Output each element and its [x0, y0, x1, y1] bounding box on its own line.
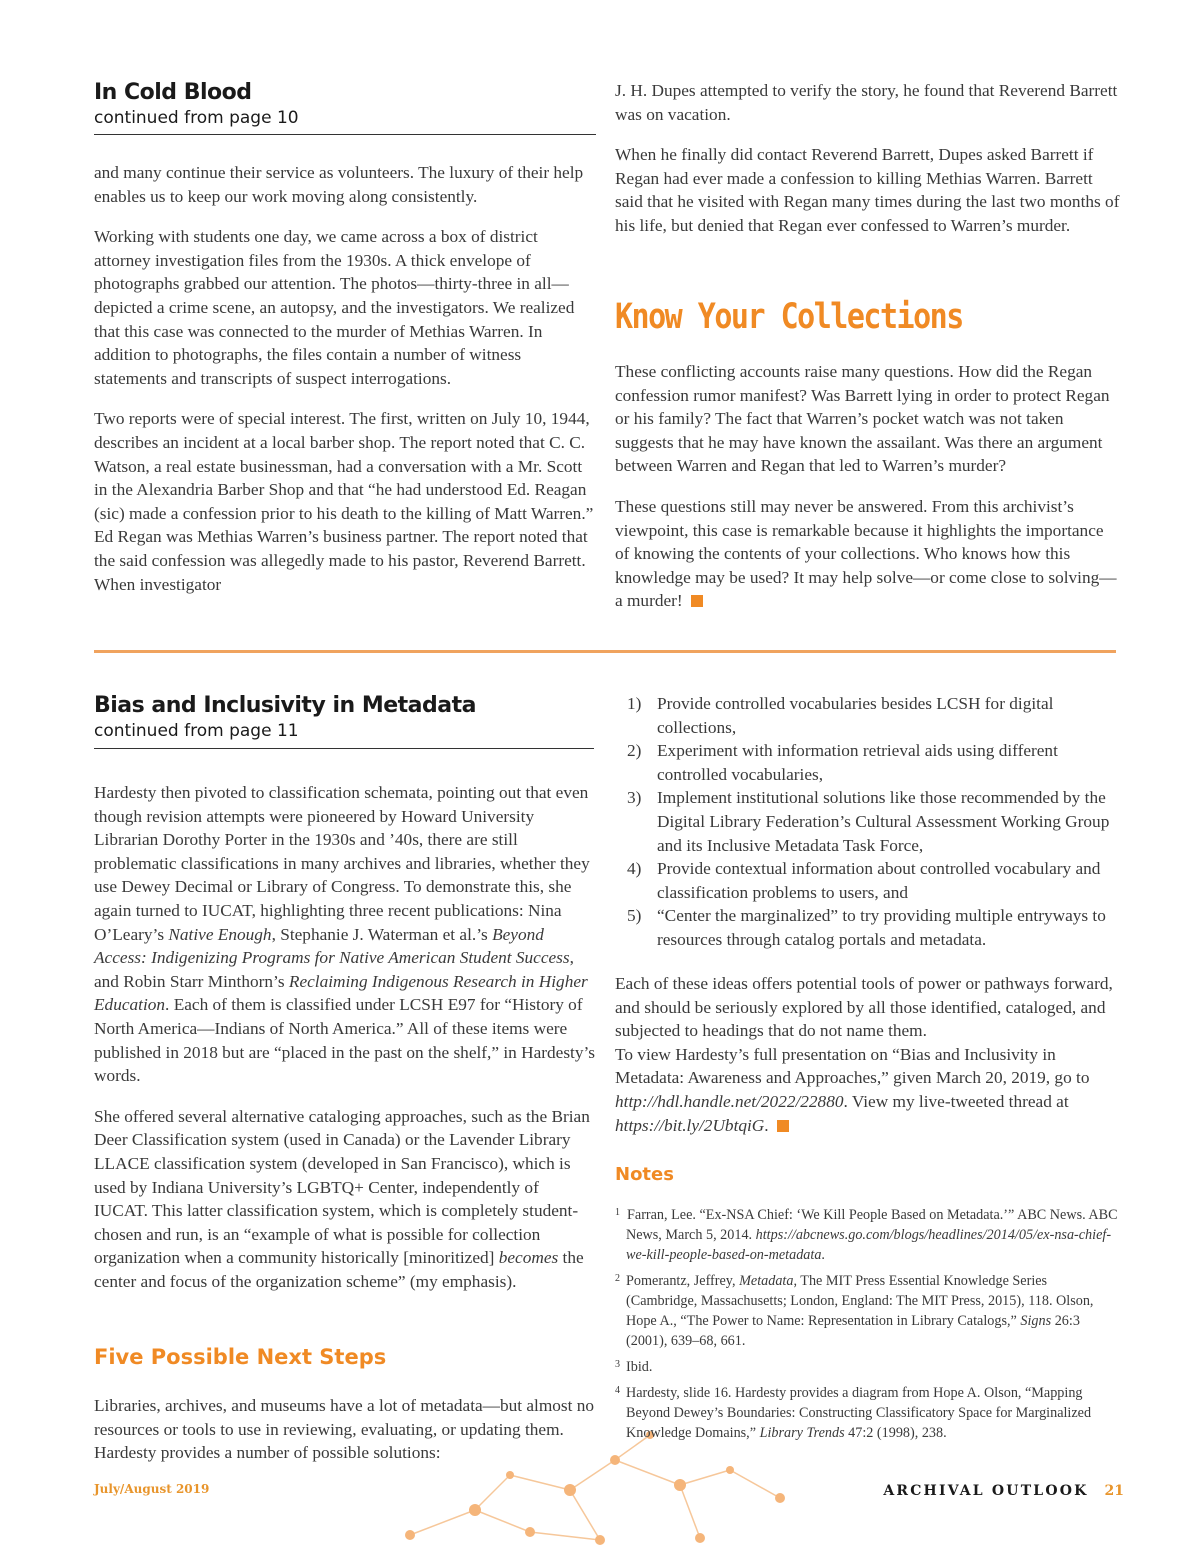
five-steps-heading: Five Possible Next Steps	[94, 1345, 387, 1369]
article1-paragraph	[615, 495, 1120, 613]
article2-title: Bias and Inclusivity in Metadata	[94, 693, 476, 718]
article2-subtitle: continued from page 11	[94, 721, 299, 741]
end-mark-icon	[691, 595, 703, 607]
closing-paragraph: Each of these ideas offers potential tools of power or pathways forward, and should be seriously explored by all those identified, cataloged, and subjected to headings that do not name them.	[615, 974, 1113, 1041]
article1-paragraph: J. H. Dupes attempted to verify the story, he found that Reverend Barrett was on vacation.	[615, 81, 1118, 124]
article1-paragraph: When he finally did contact Reverend Barrett, Dupes asked Barrett if Regan had ever made a confession to killing Methias Warren. Barrett said that he visited with Regan many times during the last two months of his life, but denied that Regan ever confessed to Warren’s murder.	[615, 145, 1120, 235]
page-number: 21	[1104, 1483, 1124, 1499]
article1-paragraph: Working with students one day, we came across a box of district attorney investigation files from the 1930s. A thick envelope of photographs grabbed our attention. The photos—thirty-three in all—depicted a crime scene, an autopsy, and the investigators. We realized that this case was connected to the murder of Methias Warren. In addition to photographs, the files contain a number of witness statements and transcripts of suspect interrogations.	[94, 227, 575, 388]
article2-closing	[615, 972, 1120, 1137]
note-item: 1 Farran, Lee. “Ex-NSA Chief: ‘We Kill People Based on Metadata.’” ABC News. ABC News, March 5, 2014. https://abcnews.go.com/blogs/headlines/2014/05/ex-nsa-chief-we-kill-people-based-on-metadata.	[615, 1207, 1118, 1263]
closing-links-paragraph: To view Hardesty’s full presentation on “Bias and Inclusivity in Metadata: Awareness and Approaches,” given March 20, 2019, go to http://hdl.handle.net/2022/22880. View my live-tweeted thread at https://bit.ly/2UbtqiG.	[615, 1044, 1090, 1135]
steps-list	[615, 692, 1120, 952]
article1-header	[94, 80, 596, 128]
article1-header-rule	[94, 134, 596, 135]
steps-list-column	[615, 692, 1120, 952]
know-your-collections-heading: Know Your Collections	[615, 297, 963, 338]
note-item: 2 Pomerantz, Jeffrey, Metadata, The MIT Press Essential Knowledge Series (Cambridge, Massachusetts; London, England: The MIT Press, 2015), 118. Olson, Hope A., “The Power to Name: Representation in Library Catalogs,” Signs 26:3 (2001), 639–68, 661.	[615, 1273, 1094, 1349]
footer-publication: ARCHIVAL OUTLOOK	[883, 1483, 1089, 1499]
article2-header	[94, 693, 594, 741]
article1-paragraph: Two reports were of special interest. The first, written on July 10, 1944, describes an incident at a local barber shop. The report noted that C. C. Watson, a real estate businessman, had a conversation with a Mr. Scott in the Alexandria Barber Shop and that “he had understood Ed. Reagan (sic) made a confession prior to his death to the killing of Matt Warren.” Ed Regan was Methias Warren’s business partner. The report noted that the said confession was allegedly made to his pastor, Reverend Barrett. When investigator	[94, 409, 594, 594]
article2-paragraph: Hardesty then pivoted to classification schemata, pointing out that even though revision attempts were pioneered by Howard University Librarian Dorothy Porter in the 1930s and ’40s, there are still problematic classifications in many archives and libraries, whether they use Dewey Decimal or Library of Congress. To demonstrate this, she again turned to IUCAT, highlighting three recent publications: Nina O’Leary’s Native Enough, Stephanie J. Waterman et al.’s Beyond Access: Indigenizing Programs for Native American Student Success, and Robin Starr Minthorn’s Reclaiming Indigenous Research in Higher Education. Each of them is classified under LCSH E97 for “History of North America—Indians of North America.” All of these items were published in 2018 but are “placed in the past on the shelf,” in Hardesty’s words.	[94, 783, 596, 1086]
handle-link[interactable]: http://hdl.handle.net/2022/22880	[615, 1091, 844, 1111]
note-item: 4 Hardesty, slide 16. Hardesty provides a diagram from Hope A. Olson, “Mapping Beyond Dewey’s Boundaries: Constructing Classificatory Space for Marginalized Knowledge Domains,” Library Trends 47:2 (1998), 238.	[615, 1385, 1092, 1441]
note-link[interactable]: https://abcnews.go.com/blogs/headlines/2014/05/ex-nsa-chief-we-kill-people-based-on-metadata	[626, 1227, 1112, 1263]
steps-intro: Libraries, archives, and museums have a lot of metadata—but almost no resources or tools to use in reviewing, evaluating, or updating them. Hardesty provides a number of possible solutions:	[94, 1396, 595, 1463]
list-item: 3) Implement institutional solutions like those recommended by the Digital Library Federation’s Cultural Assessment Working Group and its Inclusive Metadata Task Force,	[627, 788, 1110, 855]
footer-right	[883, 1482, 1124, 1500]
bitly-link[interactable]: https://bit.ly/2UbtqiG	[615, 1115, 765, 1135]
list-item: 4) Provide contextual information about controlled vocabulary and classification problems to users, and	[627, 859, 1101, 902]
article1-subtitle: continued from page 10	[94, 108, 299, 128]
end-mark-icon	[777, 1120, 789, 1132]
footer-issue: July/August 2019	[94, 1482, 210, 1496]
note-item: 3 Ibid.	[615, 1359, 653, 1375]
article1-paragraph: These conflicting accounts raise many questions. How did the Regan confession rumor manifest? Was Barrett lying in order to protect Regan or his family? The fact that Warren’s pocket watch was not taken suggests that he may have known the assailant. Was there an argument between Warren and Regan that led to Warren’s murder?	[615, 362, 1110, 476]
list-item: 5) “Center the marginalized” to try providing multiple entryways to resources through catalog portals and metadata.	[627, 906, 1106, 949]
article1-closing-text: These questions still may never be answered. From this archivist’s viewpoint, this case is remarkable because it highlights the importance of knowing the contents of your collections. Who knows how this knowledge may be used? It may help solve—or come close to solving—a murder!	[615, 496, 1117, 611]
article1-section-column	[615, 360, 1120, 630]
article2-header-rule	[94, 748, 594, 749]
article1-title: In Cold Blood	[94, 80, 252, 105]
section-divider	[94, 650, 1116, 653]
article1-paragraph: and many continue their service as volunteers. The luxury of their help enables us to keep our work moving along consistently.	[94, 163, 584, 206]
list-item: 1) Provide controlled vocabularies besides LCSH for digital collections,	[627, 694, 1054, 737]
notes-list	[615, 1205, 1120, 1449]
notes-heading: Notes	[615, 1164, 674, 1185]
article1-right-column	[615, 79, 1120, 255]
article2-left-column	[94, 781, 596, 1310]
article2-paragraph: She offered several alternative cataloging approaches, such as the Brian Deer Classification system (used in Canada) or the Lavender Library LLACE classification system (developed in San Francisco), which is used by Indiana University’s LGBTQ+ Center, independently of IUCAT. This latter classification system, which is completely student-chosen and run, is an “example of what is possible for collection organization when a community historically [minoritized] becomes the center and focus of the organization scheme” (my emphasis).	[94, 1106, 590, 1291]
list-item: 2) Experiment with information retrieval aids using different controlled vocabularies,	[627, 741, 1058, 784]
article1-left-column	[94, 161, 596, 613]
